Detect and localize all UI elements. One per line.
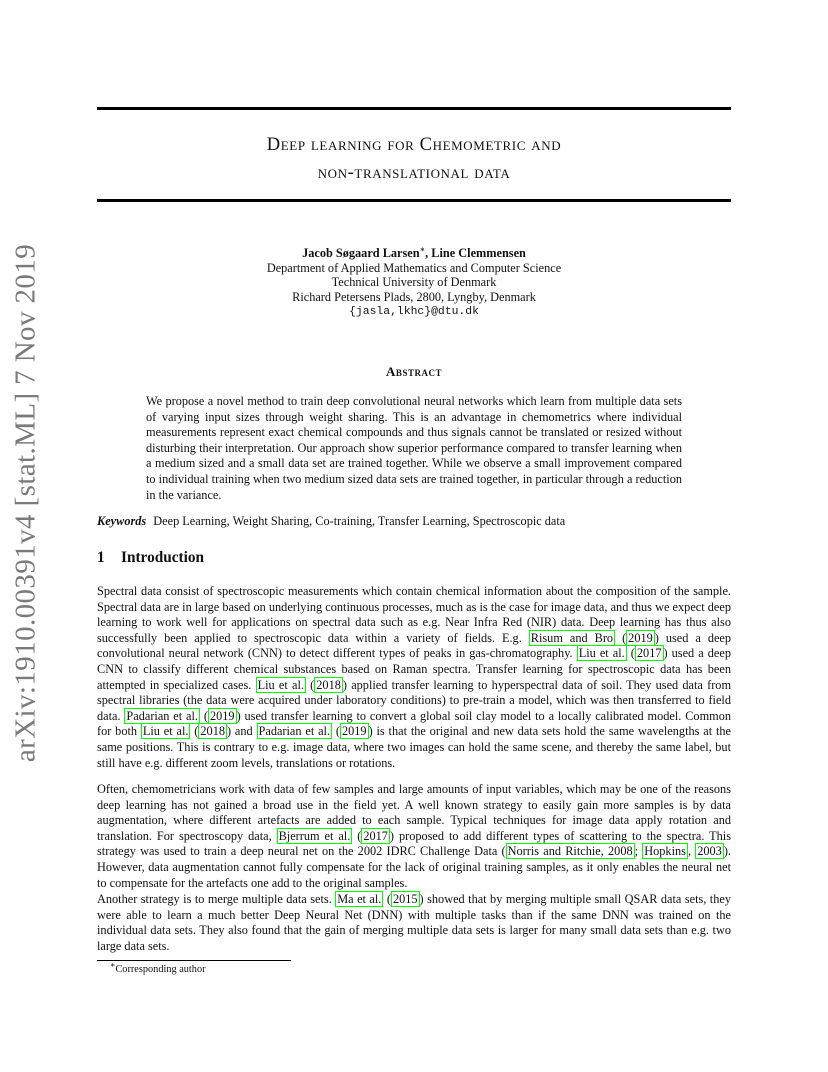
title-top-rule <box>97 107 731 110</box>
author-block <box>97 246 731 320</box>
footnote-text: Corresponding author <box>115 964 206 975</box>
author-2: Line Clemmensen <box>431 246 526 260</box>
footnote-rule <box>97 960 291 961</box>
author-address: Richard Petersens Plads, 2800, Lyngby, Denmark <box>292 290 536 305</box>
citation-link[interactable]: 2015 <box>392 892 418 906</box>
text-run: ) used a deep CNN to classify different chemical substances based on Raman spectra. Transfer learning for spectroscopic data has been attempted in specialized cases. <box>97 646 731 692</box>
section-number: 1 <box>97 549 105 566</box>
citation-link[interactable]: Bjerrum et al. <box>278 828 351 843</box>
text-run: ) and <box>226 724 257 739</box>
author-1: Jacob Søgaard Larsen <box>302 246 420 260</box>
text-run: Spectral data consist of spectroscopic measurements which contain chemical information about the composition of the sample. Spectral data are in large based on underlying continuous processes, much as is the case for image data, and thus we expect deep learning to work well for applications on spectral data such as e.g. Near Infra Red (NIR) data. Deep learning has thus also successfully been applied to spectroscopic data within a variety of fields. E.g. <box>97 584 731 645</box>
text-run: ( <box>305 677 315 692</box>
author-institution: Technical University of Denmark <box>331 275 497 290</box>
author-affiliation: Department of Applied Mathematics and Computer Science <box>266 260 562 275</box>
text-run: ( <box>352 828 362 843</box>
section-heading <box>97 549 204 567</box>
citation-link[interactable]: Ma et al. <box>337 892 382 906</box>
author-email: {jasla,lkhc}@dtu.dk <box>349 305 479 318</box>
citation-link[interactable]: 2017 <box>636 646 662 661</box>
text-run: ( <box>190 724 199 739</box>
text-run: ) used a deep convolutional neural network (CNN) to detect different types of peaks in gas-chromatography. <box>97 630 732 661</box>
abstract-text: We propose a novel method to train deep convolutional neural networks which learn from multiple data sets of varying input sizes through weight sharing. This is an advantage in chemometrics where individual measurements represent exact chemical compounds and thus signals cannot be translated or resized without disturbing their interpretation. Our approach show superior performance compared to transfer learning when a medium sized and a small data set are trained together. While we observe a small improvement compared to individual training when two medium sized data sets are trained together, in particular through a reduction in the variance. <box>146 394 682 502</box>
citation-link[interactable]: 2003 <box>697 844 722 859</box>
text-run: ( <box>200 708 208 723</box>
author-names: Jacob Søgaard Larsen∗, Line Clemmensen <box>302 244 526 260</box>
text-run: ) showed that by merging multiple small QSAR data sets, they were able to learn a much better Deep Neural Net (DNN) with multiple tasks than if the same DNN was trained on the individual data sets. They also found that the gain of merging multiple data sets is larger for many small data sets than e.g. two large data sets. <box>97 892 731 953</box>
citation-link[interactable]: Risum and Bro <box>530 630 614 645</box>
title-bottom-rule <box>97 199 731 202</box>
citation-link[interactable]: 2017 <box>363 828 388 843</box>
intro-paragraph-3 <box>97 892 731 954</box>
text-run: , <box>687 844 696 859</box>
citation-link[interactable]: 2018 <box>316 677 341 692</box>
intro-paragraph-2 <box>97 782 731 891</box>
citation-link[interactable]: Padarian et al. <box>126 708 198 723</box>
citation-link[interactable]: Liu et al. <box>142 724 189 739</box>
text-run: ) used transfer learning to convert a global soil clay model to a locally calibrated model. Common for both <box>97 708 731 739</box>
text-run: Often, chemometricians work with data of few samples and large amounts of input variables, which may be one of the reasons deep learning has not gained a broad use in the field yet. A well known strategy to easily gain more samples is by data augmentation, where different artefacts are added to each sample. Typical techniques for image data apply rotation and translation. For spectroscopy data, <box>97 782 731 843</box>
author-1-footnote-mark[interactable]: ∗ <box>419 244 426 254</box>
citation-link[interactable]: Liu et al. <box>257 677 304 692</box>
citation-link[interactable]: 2018 <box>200 724 225 739</box>
keywords-label: Keywords <box>97 514 147 528</box>
text-run: ) applied transfer learning to hyperspectral data of soil. They used data from spectral libraries (the data were acquired under laboratory conditions) to pre-train a model, which was then transferred to field data. <box>97 677 732 723</box>
citation-link[interactable]: Liu et al. <box>578 646 625 661</box>
citation-link[interactable]: 2019 <box>341 724 367 739</box>
footnote <box>110 960 206 975</box>
intro-paragraph-1 <box>97 584 731 771</box>
text-run: ( <box>615 630 627 645</box>
title-line-1: Deep learning for Chemometric and <box>266 135 562 155</box>
text-run: ; <box>634 844 643 859</box>
keywords-text: Deep Learning, Weight Sharing, Co-training, Transfer Learning, Spectroscopic data <box>153 514 566 528</box>
citation-link[interactable]: Hopkins <box>644 844 686 859</box>
title-line-2: non-translational data <box>317 163 511 183</box>
text-run: ( <box>332 724 340 739</box>
keywords <box>97 514 731 529</box>
text-run: ( <box>626 646 635 661</box>
text-run: ) proposed to add different types of scattering to the spectra. This strategy was used to train a deep neural net on the 2002 IDRC Challenge Data ( <box>97 828 732 859</box>
citation-link[interactable]: 2019 <box>209 708 235 723</box>
paper-title <box>97 131 731 187</box>
section-title: Introduction <box>121 549 205 566</box>
text-run: Another strategy is to merge multiple data sets. <box>97 892 336 906</box>
footnote-mark: ∗ <box>110 960 116 970</box>
text-run: ). However, data augmentation cannot fully compensate for the lack of original training samples, as it only enables the neural net to compensate for the artefacts one add to the original samples. <box>97 844 731 890</box>
text-run: ) is that the original and new data sets hold the same wavelengths at the same positions. This is contrary to e.g. image data, where two images can hold the same scene, and thereby the same label, but still have e.g. different zoom levels, translations or rotations. <box>97 724 731 770</box>
citation-link[interactable]: Norris and Ritchie, 2008 <box>507 844 633 859</box>
text-run: ( <box>383 892 391 906</box>
arxiv-identifier <box>4 243 48 763</box>
arxiv-identifier-text: arXiv:1910.00391v4 [stat.ML] 7 Nov 2019 <box>9 243 42 763</box>
citation-link[interactable]: 2019 <box>628 630 653 645</box>
citation-link[interactable]: Padarian et al. <box>258 724 331 739</box>
abstract-heading: Abstract <box>386 364 442 379</box>
